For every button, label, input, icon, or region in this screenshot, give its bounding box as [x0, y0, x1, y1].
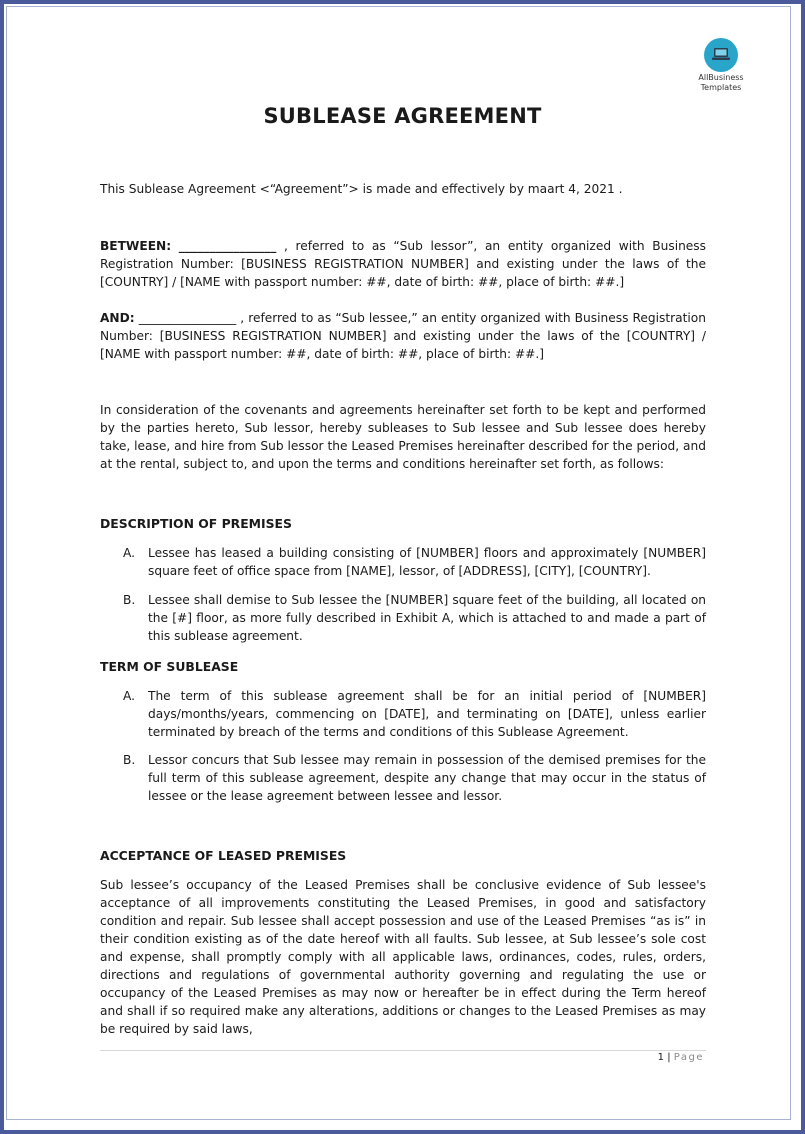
- list-marker: B.: [123, 753, 136, 767]
- page-word: Page: [673, 1052, 704, 1063]
- logo-line2: Templates: [700, 83, 742, 92]
- list-item-text: Lessor concurs that Sub lessee may remain in possession of the demised premises for the full term of this sublease agreement, despite any change that may occur in the status of lessee or the lease agreement between lessee and lessor.: [148, 753, 706, 803]
- and-paragraph: [100, 309, 706, 363]
- list-item-text: Lessee has leased a building consisting of [NUMBER] floors and approximately [NUMBER] square feet of office space from [NAME], lessor, of [ADDRESS], [CITY], [COUNTRY].: [148, 546, 706, 578]
- list-item: [123, 544, 706, 580]
- page-number: 1: [657, 1052, 665, 1063]
- list-item-text: The term of this sublease agreement shall be for an initial period of [NUMBER] days/months/years, commencing on [DATE], and terminating on [DATE], unless earlier terminated by breach of the terms and conditions of this Sublease Agreement.: [148, 689, 706, 739]
- acceptance-paragraph: Sub lessee’s occupancy of the Leased Premises shall be conclusive evidence of Sub lessee's acceptance of all improvements constituting the Leased Premises, in good and satisfactory condition and repair. Sub lessee shall accept possession and use of the Leased Premises “as is” in their condition existing as of the date hereof with all faults. Sub lessee, at Sub lessee’s sole cost and expense, shall promptly comply with all applicable laws, ordinances, codes, rules, orders, directions and regulations of governmental authority governing and regulating the use or occupancy of the Leased Premises as may now or hereafter be in effect during the Term hereof and shall if so required make any alterations, additions or changes to the Leased Premises as may be required by said laws,: [100, 878, 706, 1036]
- footer-divider: [100, 1050, 706, 1051]
- consideration-paragraph: In consideration of the covenants and agreements hereinafter set forth to be kept and performed by the parties hereto, Sub lessor, hereby subleases to Sub lessee and Sub lessee does hereby take, lease, and hire from Sub lessor the Leased Premises hereinafter described for the period, and at the rental, subject to, and upon the terms and conditions hereinafter set forth, as follows:: [100, 403, 706, 471]
- page-separator: |: [667, 1052, 671, 1063]
- and-text: , referred to as “Sub lessee,” an entity organized with Business Registration Number: [BUSINESS REGISTRATION NUMBER] and existing under the laws of the [COUNTRY] / [NAME with passport number: ##, date of birth: ##, place of birth: ##.]: [100, 311, 706, 361]
- between-text: , referred to as “Sub lessor”, an entity organized with Business Registration Number: [BUSINESS REGISTRATION NUMBER] and existing under the laws of the [COUNTRY] / [NAME with passport number: ##, date of birth: ##, place of birth: ##.]: [100, 239, 706, 289]
- list-marker: A.: [123, 546, 135, 560]
- list-item-text: Lessee shall demise to Sub lessee the [NUMBER] square feet of the building, all located on the [#] floor, as more fully described in Exhibit A, which is attached to and made a part of this sublease agreement.: [148, 593, 706, 643]
- logo-line1: AllBusiness: [698, 73, 744, 82]
- page-footer: [100, 1052, 704, 1063]
- between-blank: ________________: [178, 239, 277, 253]
- section-heading-term: TERM OF SUBLEASE: [100, 659, 239, 674]
- between-label: BETWEEN:: [100, 239, 172, 253]
- laptop-icon: [704, 38, 738, 72]
- list-item: [123, 751, 706, 805]
- section-heading-description: DESCRIPTION OF PREMISES: [100, 516, 292, 531]
- list-item: [123, 687, 706, 741]
- and-blank: ________________: [138, 311, 237, 325]
- section-heading-acceptance: ACCEPTANCE OF LEASED PREMISES: [100, 848, 347, 863]
- intro-paragraph: This Sublease Agreement <“Agreement”> is made and effectively by maart 4, 2021 .: [100, 182, 623, 196]
- document-title: SUBLEASE AGREEMENT: [263, 104, 542, 128]
- between-paragraph: [100, 237, 706, 291]
- list-marker: B.: [123, 593, 136, 607]
- allbusiness-logo: [690, 38, 752, 93]
- list-item: [123, 591, 706, 645]
- list-marker: A.: [123, 689, 135, 703]
- and-label: AND:: [100, 311, 135, 325]
